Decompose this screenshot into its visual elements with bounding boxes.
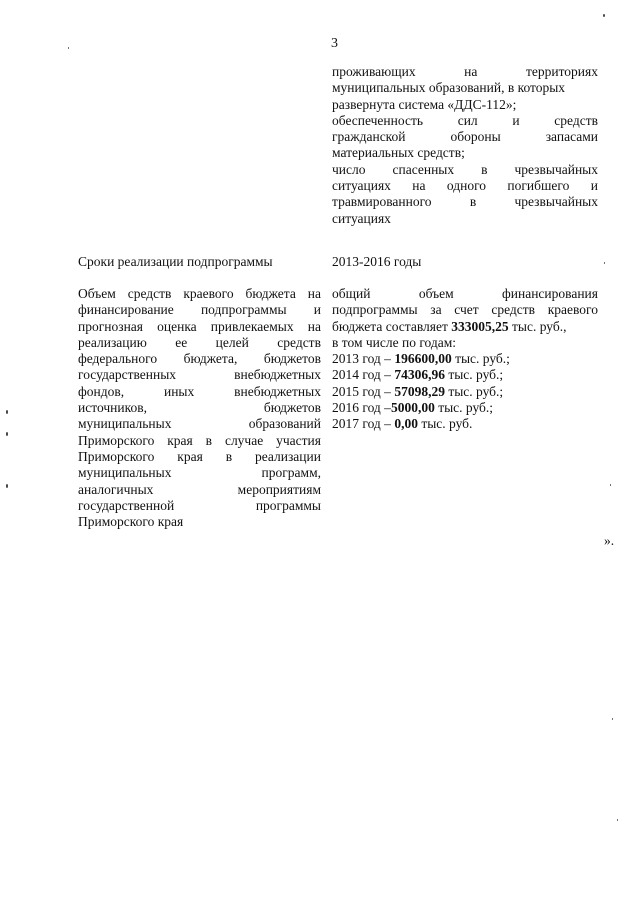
funding-label-text-word: программы <box>255 497 321 513</box>
indicator-text-word: чрезвычайных <box>514 194 598 210</box>
funding-label-text-word: средств <box>127 286 172 301</box>
indicator-text-word: муниципальных образований, в которых <box>332 80 566 96</box>
funding-label-text-line <box>78 351 321 367</box>
funding-value <box>332 286 598 433</box>
terms-label-text: Сроки реализации подпрограммы <box>78 254 273 269</box>
funding-label-text-word: внебюджетных <box>234 383 321 399</box>
terms-value-text: 2013-2016 годы <box>332 254 422 269</box>
funding-label-text-word: средств <box>277 334 321 350</box>
indicator-text-word: погибшего <box>507 178 570 194</box>
funding-label-text-word: края <box>167 432 193 448</box>
indicator-text-word: обороны <box>450 129 501 145</box>
funding-intro <box>332 286 598 319</box>
funding-label-text-word: бюджетов <box>263 351 321 367</box>
funding-intro-text-word: краевого <box>547 302 598 318</box>
funding-label-text-word: бюджетов <box>263 400 321 416</box>
funding-intro-text-word: средств <box>491 302 536 318</box>
funding-label-text-line <box>78 449 321 465</box>
indicator-text-word: материальных средств; <box>332 145 465 161</box>
indicator-text-word: в <box>469 194 477 210</box>
indicator-text-word: число <box>332 161 366 177</box>
indicator-text-word: проживающих <box>332 64 416 79</box>
funding-year-amount: 74306,96 <box>394 367 445 383</box>
funding-total <box>332 319 598 335</box>
indicator-text-line <box>332 129 598 145</box>
funding-years-list <box>332 351 598 432</box>
indicator-text-line <box>332 145 598 161</box>
funding-label-text-word: в <box>225 448 233 464</box>
funding-label-text-line <box>78 482 321 498</box>
funding-label-text-word: реализацию <box>78 334 147 350</box>
funding-label <box>78 286 321 530</box>
funding-intro-text-word: общий <box>332 286 371 301</box>
scan-speck <box>68 47 69 49</box>
funding-intro-text-word: объем <box>418 286 454 301</box>
funding-label-text-word: фондов, <box>78 383 125 399</box>
indicator-text-line <box>332 64 598 80</box>
funding-label-text-line <box>78 286 321 302</box>
indicator-text-line <box>332 113 598 129</box>
funding-label-text-line <box>78 302 321 318</box>
funding-label-text-line <box>78 319 321 335</box>
funding-label-text-line <box>78 384 321 400</box>
funding-label-text-word: мероприятиям <box>237 481 321 497</box>
funding-label-text-word: реализации <box>255 448 321 464</box>
funding-total-amount: 333005,25 <box>451 318 509 334</box>
funding-year-amount: 5000,00 <box>390 400 435 416</box>
indicator-text-line <box>332 162 598 178</box>
funding-label-text-line <box>78 367 321 383</box>
funding-label-text-word: бюджета, <box>183 351 238 367</box>
funding-label-text-word: Приморского <box>78 448 155 464</box>
funding-label-text-line <box>78 416 321 432</box>
page-number: 3 <box>331 36 338 51</box>
funding-year-amount: 0,00 <box>394 416 418 432</box>
funding-label-text-word: источников, <box>78 400 147 416</box>
funding-year-prefix: 2015 год – <box>332 383 395 399</box>
funding-label-text-line <box>78 498 321 514</box>
indicator-text-word: запасами <box>545 129 598 145</box>
funding-label-text-word: случае <box>224 432 264 448</box>
funding-year-row <box>332 384 598 400</box>
funding-year-suffix: тыс. руб.; <box>434 400 494 416</box>
funding-label-text-word: целей <box>215 334 249 350</box>
funding-year-suffix: тыс. руб.; <box>444 383 504 399</box>
indicator-text-word: гражданской <box>332 129 406 145</box>
funding-year-row <box>332 351 598 367</box>
indicator-text-word: травмированного <box>332 194 432 210</box>
funding-total-suffix: тыс. руб., <box>508 318 567 334</box>
funding-year-prefix: 2016 год – <box>332 400 391 416</box>
funding-label-text-word: участия <box>276 432 321 448</box>
indicator-text-word: ситуациях <box>332 178 391 194</box>
indicator-text-word: чрезвычайных <box>514 161 598 177</box>
funding-year-suffix: тыс. руб.; <box>444 367 504 383</box>
funding-label-text-word: Объем <box>78 286 116 301</box>
indicator-text-word: сил <box>457 112 478 128</box>
indicator-text-word: и <box>590 178 598 194</box>
scan-speck <box>603 14 605 17</box>
funding-label-text-word: подпрограммы <box>200 302 287 318</box>
scan-speck <box>604 262 605 264</box>
funding-intro-text-line <box>332 286 598 302</box>
funding-label-text-word: и <box>313 302 321 318</box>
funding-label-text-word: финансирование <box>78 302 174 318</box>
funding-label-text-word: Приморского <box>78 432 155 448</box>
indicators-continuation <box>332 64 598 227</box>
funding-total-prefix: бюджета составляет <box>332 318 452 334</box>
funding-intro-text-word: за <box>430 302 442 318</box>
terms-value <box>332 254 598 270</box>
funding-year-row <box>332 416 598 432</box>
scan-speck <box>6 410 8 414</box>
funding-label-text-word: краевого <box>183 286 234 301</box>
scan-speck <box>610 484 611 486</box>
funding-label-text-word: внебюджетных <box>234 367 321 383</box>
funding-by-years-label: в том числе по годам: <box>332 334 457 350</box>
funding-label-text-word: на <box>307 286 321 301</box>
funding-label-text-word: муниципальных <box>78 465 172 481</box>
scan-speck <box>6 484 8 488</box>
indicator-text-word: спасенных <box>392 161 455 177</box>
funding-year-prefix: 2017 год – <box>332 416 395 432</box>
funding-label-text-word: государственных <box>78 367 177 383</box>
funding-label-text-word: бюджета <box>245 286 296 301</box>
funding-label-text-word: муниципальных <box>78 416 172 432</box>
scan-speck <box>617 819 618 821</box>
funding-year-suffix: тыс. руб. <box>417 416 473 432</box>
funding-label-text-word: иных <box>163 383 195 399</box>
funding-intro-text-line <box>332 302 598 318</box>
funding-label-text-word: аналогичных <box>78 481 154 497</box>
scan-speck <box>6 432 8 436</box>
closing-quote: ». <box>604 533 615 548</box>
funding-label-text-word: федерального <box>78 351 158 367</box>
funding-year-prefix: 2014 год – <box>332 367 395 383</box>
indicator-text-word: развернута система «ДДС-112»; <box>332 96 517 112</box>
indicator-text-word: и <box>512 112 520 128</box>
funding-year-prefix: 2013 год – <box>332 351 395 367</box>
funding-label-text-line <box>78 400 321 416</box>
funding-year-amount: 196600,00 <box>394 351 452 367</box>
funding-label-text-word: государственной <box>78 497 175 513</box>
funding-label-text-line <box>78 433 321 449</box>
indicator-text-word: территориях <box>525 64 598 79</box>
indicator-text-word: ситуациях <box>332 210 391 226</box>
funding-label-text-word: программ, <box>261 465 321 481</box>
funding-label-text-word: образований <box>248 416 321 432</box>
indicator-text-word: на <box>464 64 478 79</box>
indicator-text-line <box>332 97 598 113</box>
funding-label-text-line <box>78 514 321 530</box>
funding-label-text-word: края <box>177 448 203 464</box>
terms-label <box>78 254 321 270</box>
indicator-text-line <box>332 80 598 96</box>
indicator-text-line <box>332 211 598 227</box>
indicator-text-word: средств <box>554 112 598 128</box>
indicator-text-word: обеспеченность <box>332 112 424 128</box>
indicator-text-line <box>332 178 598 194</box>
funding-intro-text-word: счет <box>454 302 479 318</box>
funding-label-text-word: ее <box>175 334 188 350</box>
funding-year-row <box>332 367 598 383</box>
funding-label-text-word: Приморского края <box>78 514 184 530</box>
funding-label-text-word: прогнозная <box>78 318 143 334</box>
funding-label-text-word: привлекаемых <box>210 318 294 334</box>
scan-speck <box>612 718 613 720</box>
indicator-text-line <box>332 194 598 210</box>
funding-label-text-word: на <box>307 318 321 334</box>
funding-year-suffix: тыс. руб.; <box>451 351 510 367</box>
funding-label-text-word: в <box>205 432 213 448</box>
indicator-text-word: одного <box>446 178 487 194</box>
funding-intro-text-word: подпрограммы <box>332 302 418 318</box>
indicator-text-word: на <box>412 178 426 194</box>
funding-label-text-line <box>78 465 321 481</box>
indicator-text-word: в <box>481 161 488 177</box>
funding-label-text-line <box>78 335 321 351</box>
funding-year-amount: 57098,29 <box>394 383 445 399</box>
funding-label-text-word: оценка <box>157 318 197 334</box>
funding-intro-text-word: финансирования <box>502 286 598 301</box>
funding-year-row <box>332 400 598 416</box>
